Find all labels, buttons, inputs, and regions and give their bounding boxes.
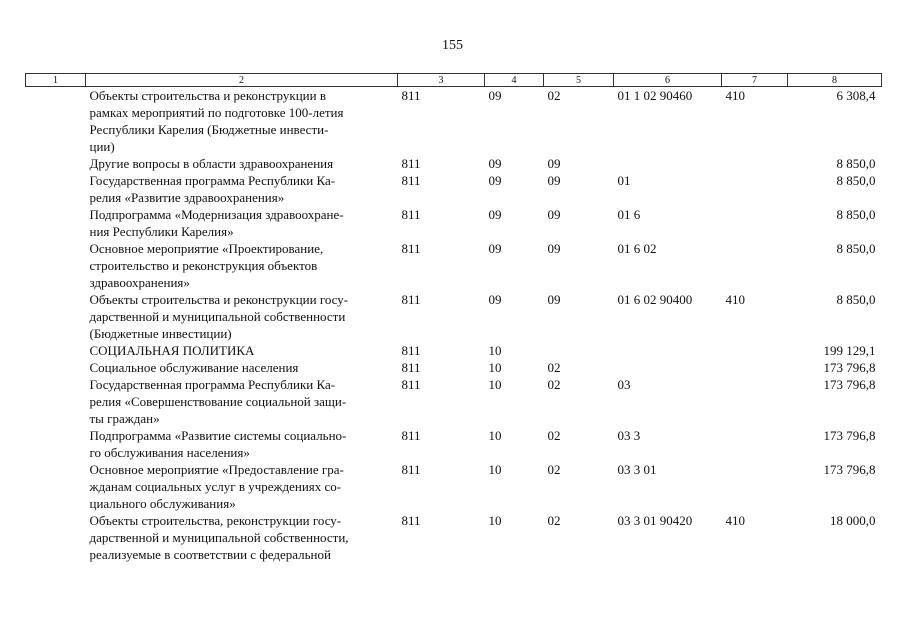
- table-row: [26, 240, 882, 291]
- item-name-line: релия «Развитие здравоохранения»: [89, 190, 285, 205]
- section-code-cell: 10: [488, 360, 502, 375]
- amount-cell: 8 850,0: [836, 156, 876, 171]
- expense-type-cell: 410: [725, 292, 745, 307]
- admin-code-cell: 811: [401, 428, 421, 443]
- target-item-cell: [614, 359, 722, 376]
- column-number: 7: [722, 74, 788, 87]
- amount-cell: 8 850,0: [836, 241, 876, 256]
- target-item-cell: 01 1 02 90460: [617, 88, 693, 103]
- amount-cell: 18 000,0: [830, 513, 876, 528]
- table-row: [26, 359, 882, 376]
- column-number: 1: [26, 74, 86, 87]
- item-name-cell: [86, 342, 398, 359]
- item-name-line: Объекты строительства и реконструкции в: [89, 88, 326, 103]
- section-code-cell: 10: [488, 462, 502, 477]
- admin-code-cell: 811: [401, 241, 421, 256]
- admin-code-cell: 811: [401, 377, 421, 392]
- admin-code-cell: 811: [401, 462, 421, 477]
- admin-code-cell: 811: [401, 207, 421, 222]
- budget-table: [25, 73, 882, 563]
- row-index-cell: [26, 512, 86, 563]
- subsection-code-cell: 02: [547, 513, 561, 528]
- item-name-line: дарственной и муниципальной собственности: [89, 309, 346, 324]
- table-body: [26, 87, 882, 564]
- section-code-cell: 09: [488, 173, 502, 188]
- item-name-line: циального обслуживания»: [89, 496, 236, 511]
- expense-type-cell: [722, 461, 788, 512]
- item-name-cell: [86, 427, 398, 461]
- table-row: [26, 342, 882, 359]
- subsection-code-cell: 02: [547, 88, 561, 103]
- amount-cell: 8 850,0: [836, 292, 876, 307]
- target-item-cell: 01 6: [617, 207, 641, 222]
- target-item-cell: 01 6 02: [617, 241, 657, 256]
- item-name-line: (Бюджетные инвестиции): [89, 326, 232, 341]
- table-row: [26, 291, 882, 342]
- item-name-line: Республики Карелия (Бюджетные инвести-: [89, 122, 329, 137]
- item-name-line: рамках мероприятий по подготовке 100-летия: [89, 105, 344, 120]
- table-row: [26, 172, 882, 206]
- item-name-cell: [86, 512, 398, 563]
- amount-cell: 8 850,0: [836, 207, 876, 222]
- item-name-line: Основное мероприятие «Предоставление гра-: [89, 462, 344, 477]
- item-name-line: Подпрограмма «Развитие системы социально-: [89, 428, 347, 443]
- page-number: 155: [442, 38, 463, 53]
- row-index-cell: [26, 155, 86, 172]
- item-name-line: ты граждан»: [89, 411, 160, 426]
- table-row: [26, 461, 882, 512]
- row-index-cell: [26, 206, 86, 240]
- item-name-cell: [86, 206, 398, 240]
- subsection-code-cell: 02: [547, 360, 561, 375]
- item-name-line: Государственная программа Республики Ка-: [89, 377, 336, 392]
- subsection-code-cell: 02: [547, 462, 561, 477]
- expense-type-cell: [722, 155, 788, 172]
- amount-cell: 173 796,8: [823, 360, 876, 375]
- column-number: 6: [614, 74, 722, 87]
- item-name-line: дарственной и муниципальной собственности,: [89, 530, 349, 545]
- item-name-cell: [86, 461, 398, 512]
- target-item-cell: 03 3: [617, 428, 641, 443]
- admin-code-cell: 811: [401, 156, 421, 171]
- target-item-cell: 01 6 02 90400: [617, 292, 693, 307]
- amount-cell: 173 796,8: [823, 377, 876, 392]
- target-item-cell: 03 3 01: [617, 462, 657, 477]
- item-name-line: го обслуживания населения»: [89, 445, 250, 460]
- section-code-cell: 10: [488, 513, 502, 528]
- item-name-line: СОЦИАЛЬНАЯ ПОЛИТИКА: [89, 343, 255, 358]
- section-code-cell: 09: [488, 241, 502, 256]
- target-item-cell: 01: [617, 173, 631, 188]
- row-index-cell: [26, 359, 86, 376]
- item-name-line: Подпрограмма «Модернизация здравоохране-: [89, 207, 344, 222]
- table-row: [26, 427, 882, 461]
- amount-cell: 173 796,8: [823, 428, 876, 443]
- item-name-cell: [86, 291, 398, 342]
- amount-cell: 6 308,4: [836, 88, 876, 103]
- section-code-cell: 09: [488, 156, 502, 171]
- column-number: 2: [86, 74, 398, 87]
- item-name-line: Основное мероприятие «Проектирование,: [89, 241, 324, 256]
- expense-type-cell: [722, 342, 788, 359]
- row-index-cell: [26, 427, 86, 461]
- expense-type-cell: [722, 359, 788, 376]
- row-index-cell: [26, 87, 86, 156]
- expense-type-cell: [722, 427, 788, 461]
- admin-code-cell: 811: [401, 513, 421, 528]
- item-name-line: жданам социальных услуг в учреждениях со-: [89, 479, 342, 494]
- expense-type-cell: [722, 240, 788, 291]
- target-item-cell: [614, 342, 722, 359]
- row-index-cell: [26, 376, 86, 427]
- item-name-cell: [86, 155, 398, 172]
- subsection-code-cell: 09: [547, 292, 561, 307]
- column-number: 8: [788, 74, 882, 87]
- item-name-line: Социальное обслуживание населения: [89, 360, 299, 375]
- item-name-cell: [86, 359, 398, 376]
- column-number-header: [26, 74, 882, 87]
- table-row: [26, 206, 882, 240]
- table-row: [26, 512, 882, 563]
- section-code-cell: 10: [488, 343, 502, 358]
- admin-code-cell: 811: [401, 343, 421, 358]
- table-row: [26, 87, 882, 156]
- subsection-code-cell: 09: [547, 173, 561, 188]
- subsection-code-cell: 09: [547, 207, 561, 222]
- row-index-cell: [26, 172, 86, 206]
- section-code-cell: 09: [488, 88, 502, 103]
- subsection-code-cell: [544, 342, 614, 359]
- item-name-line: Объекты строительства, реконструкции госу-: [89, 513, 342, 528]
- item-name-line: ции): [89, 139, 115, 154]
- column-number: 4: [485, 74, 544, 87]
- row-index-cell: [26, 240, 86, 291]
- column-number: 3: [398, 74, 485, 87]
- section-code-cell: 09: [488, 207, 502, 222]
- item-name-line: релия «Совершенствование социальной защи-: [89, 394, 347, 409]
- subsection-code-cell: 09: [547, 156, 561, 171]
- section-code-cell: 10: [488, 377, 502, 392]
- item-name-cell: [86, 376, 398, 427]
- table-row: [26, 155, 882, 172]
- expense-type-cell: [722, 206, 788, 240]
- section-code-cell: 10: [488, 428, 502, 443]
- column-number: 5: [544, 74, 614, 87]
- item-name-line: здравоохранения»: [89, 275, 190, 290]
- row-index-cell: [26, 461, 86, 512]
- expense-type-cell: 410: [725, 88, 745, 103]
- item-name-line: реализуемые в соответствии с федеральной: [89, 547, 331, 562]
- amount-cell: 8 850,0: [836, 173, 876, 188]
- target-item-cell: 03 3 01 90420: [617, 513, 693, 528]
- item-name-line: Другие вопросы в области здравоохранения: [89, 156, 334, 171]
- subsection-code-cell: 02: [547, 428, 561, 443]
- item-name-cell: [86, 240, 398, 291]
- item-name-line: Объекты строительства и реконструкции госу-: [89, 292, 349, 307]
- item-name-cell: [86, 87, 398, 156]
- admin-code-cell: 811: [401, 292, 421, 307]
- table-row: [26, 376, 882, 427]
- section-code-cell: 09: [488, 292, 502, 307]
- item-name-cell: [86, 172, 398, 206]
- admin-code-cell: 811: [401, 88, 421, 103]
- target-item-cell: 03: [617, 377, 631, 392]
- row-index-cell: [26, 342, 86, 359]
- item-name-line: строительство и реконструкция объектов: [89, 258, 318, 273]
- admin-code-cell: 811: [401, 360, 421, 375]
- item-name-line: ния Республики Карелия»: [89, 224, 234, 239]
- expense-type-cell: 410: [725, 513, 745, 528]
- amount-cell: 173 796,8: [823, 462, 876, 477]
- expense-type-cell: [722, 172, 788, 206]
- admin-code-cell: 811: [401, 173, 421, 188]
- item-name-line: Государственная программа Республики Ка-: [89, 173, 336, 188]
- expense-type-cell: [722, 376, 788, 427]
- target-item-cell: [614, 155, 722, 172]
- subsection-code-cell: 09: [547, 241, 561, 256]
- row-index-cell: [26, 291, 86, 342]
- subsection-code-cell: 02: [547, 377, 561, 392]
- amount-cell: 199 129,1: [823, 343, 876, 358]
